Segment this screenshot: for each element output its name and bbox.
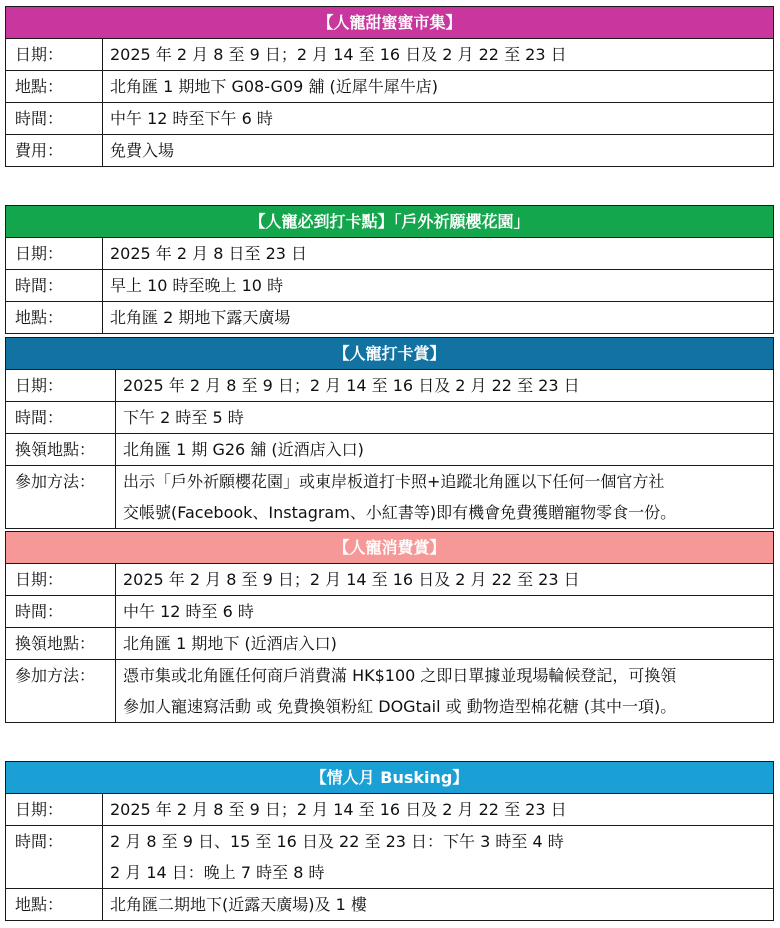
row-label: 參加方法： <box>6 466 116 529</box>
row-value-line: 交帳號(Facebook、Instagram、小紅書等)即有機會免費獲贈寵物零食一份。 <box>123 503 677 522</box>
row-label: 時間： <box>6 826 103 889</box>
row-label: 日期： <box>6 564 116 596</box>
section-header: 【人寵甜蜜蜜市集】 <box>6 7 774 39</box>
row-value: 下午 2 時至 5 時 <box>116 402 774 434</box>
market-event-table <box>5 6 774 167</box>
row-label: 時間： <box>6 596 116 628</box>
row-label: 時間： <box>6 270 103 302</box>
row-value: 2025 年 2 月 8 日至 23 日 <box>103 238 774 270</box>
row-label: 日期： <box>6 39 103 71</box>
row-label: 地點： <box>6 302 103 334</box>
row-label: 費用： <box>6 135 103 167</box>
row-value-line: 2 月 8 至 9 日、15 至 16 日及 22 至 23 日：下午 3 時至 4 時 <box>110 832 564 851</box>
row-value: 中午 12 時至 6 時 <box>116 596 774 628</box>
section-header: 【人寵打卡賞】 <box>6 338 774 370</box>
row-value: 2025 年 2 月 8 至 9 日；2 月 14 至 16 日及 2 月 22 至 23 日 <box>116 564 774 596</box>
row-value-line: 憑市集或北角匯任何商戶消費滿 HK$100 之即日單據並現場輪候登記，可換領 <box>123 666 677 685</box>
row-label: 換領地點： <box>6 434 116 466</box>
row-value: 北角匯 1 期地下 G08-G09 舖 (近犀牛犀牛店) <box>103 71 774 103</box>
row-value: 北角匯 1 期 G26 舖 (近酒店入口) <box>116 434 774 466</box>
row-value: 免費入場 <box>103 135 774 167</box>
checkin-reward-table <box>5 337 774 529</box>
photo-spot-table <box>5 205 774 334</box>
spending-reward-table <box>5 531 774 723</box>
row-value: 2025 年 2 月 8 至 9 日；2 月 14 至 16 日及 2 月 22 至 23 日 <box>103 39 774 71</box>
row-label: 換領地點： <box>6 628 116 660</box>
row-value: 北角匯 1 期地下 (近酒店入口) <box>116 628 774 660</box>
row-value <box>103 826 774 889</box>
row-value: 北角匯二期地下(近露天廣場)及 1 樓 <box>103 889 774 921</box>
row-value-line: 出示「戶外祈願櫻花園」或東岸板道打卡照+追蹤北角匯以下任何一個官方社 <box>123 472 665 491</box>
section-header: 【情人月 Busking】 <box>6 762 774 794</box>
section-header: 【人寵消費賞】 <box>6 532 774 564</box>
row-value-line: 2 月 14 日：晚上 7 時至 8 時 <box>110 863 325 882</box>
row-label: 參加方法： <box>6 660 116 723</box>
row-label: 日期： <box>6 238 103 270</box>
row-label: 日期： <box>6 370 116 402</box>
row-value: 中午 12 時至下午 6 時 <box>103 103 774 135</box>
section-header: 【人寵必到打卡點】「戶外祈願櫻花園」 <box>6 206 774 238</box>
row-value: 2025 年 2 月 8 至 9 日；2 月 14 至 16 日及 2 月 22 至 23 日 <box>116 370 774 402</box>
row-label: 地點： <box>6 889 103 921</box>
row-value-line: 參加人寵速寫活動 或 免費換領粉紅 DOGtail 或 動物造型棉花糖 (其中一項)。 <box>123 697 677 716</box>
row-value: 北角匯 2 期地下露天廣場 <box>103 302 774 334</box>
row-label: 時間： <box>6 103 103 135</box>
row-value: 早上 10 時至晚上 10 時 <box>103 270 774 302</box>
row-label: 日期： <box>6 794 103 826</box>
row-label: 時間： <box>6 402 116 434</box>
row-label: 地點： <box>6 71 103 103</box>
row-value <box>116 660 774 723</box>
busking-table <box>5 761 774 921</box>
row-value <box>116 466 774 529</box>
row-value: 2025 年 2 月 8 至 9 日；2 月 14 至 16 日及 2 月 22 至 23 日 <box>103 794 774 826</box>
